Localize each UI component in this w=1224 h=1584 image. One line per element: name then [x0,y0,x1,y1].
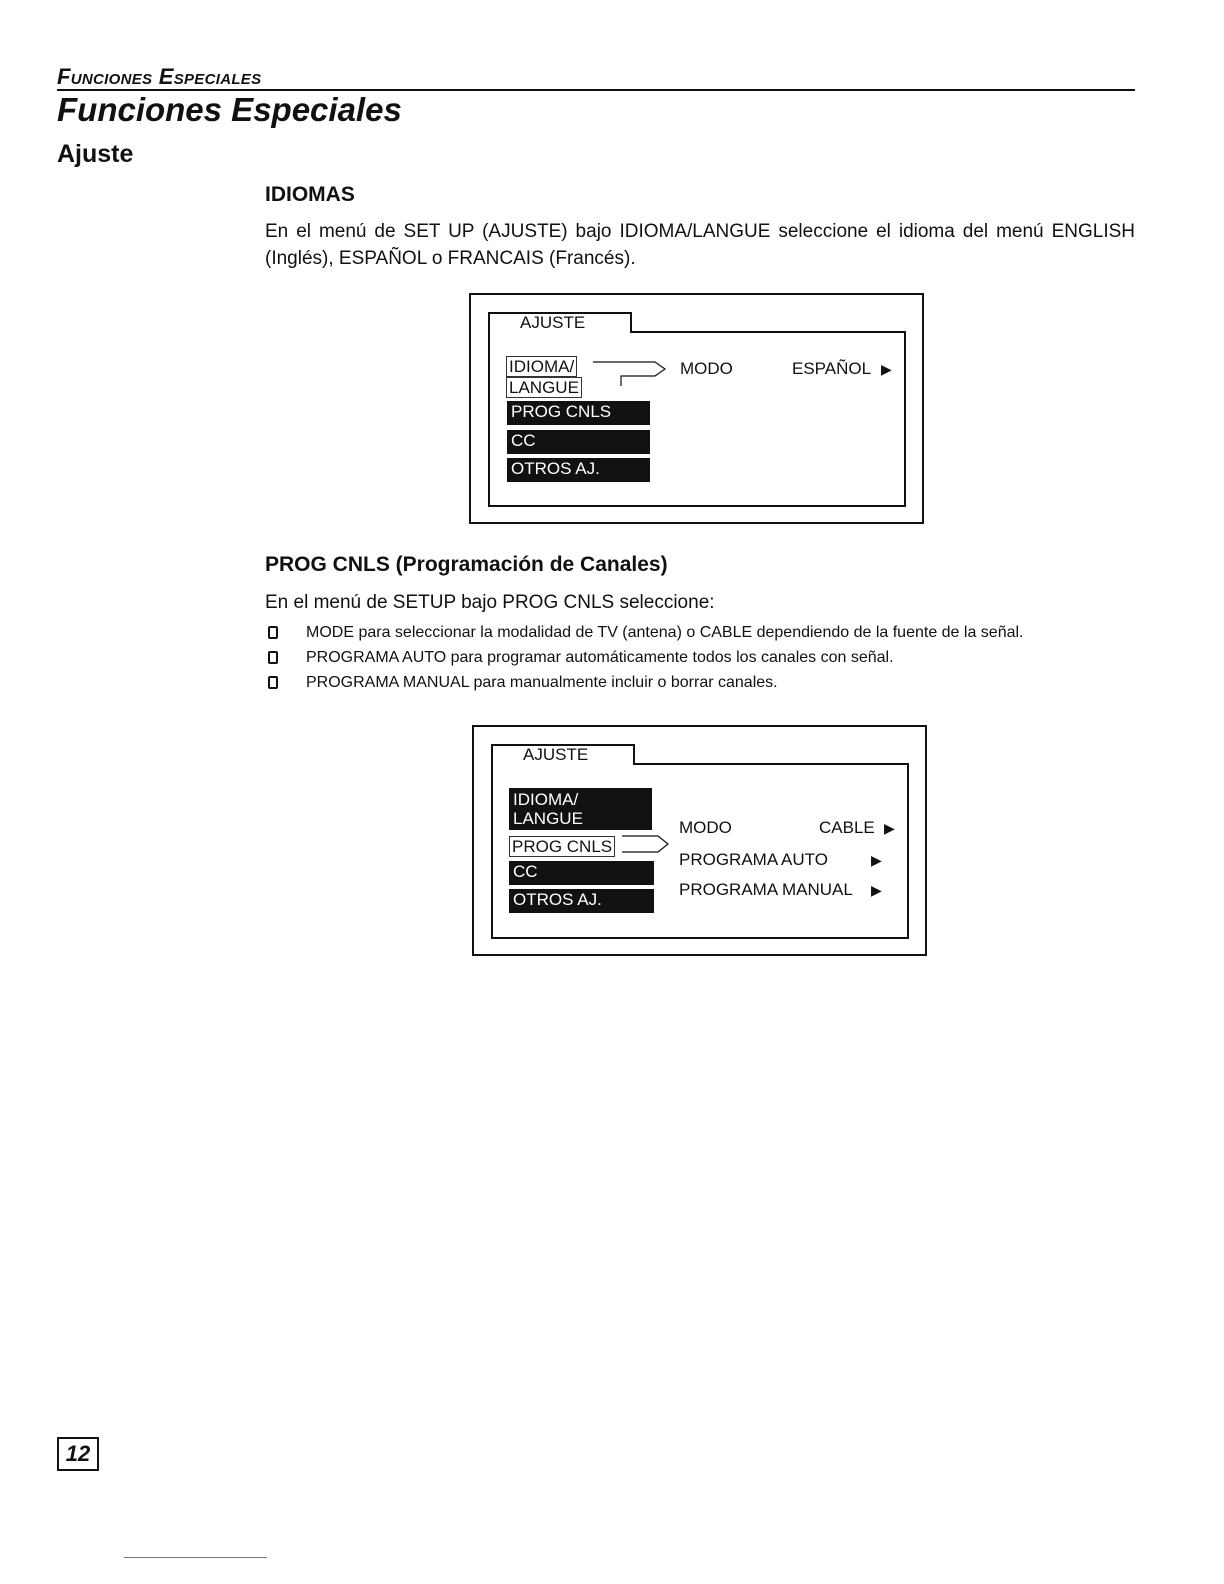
prog-option-manual[interactable]: PROGRAMA MANUAL [679,880,853,899]
prog-bullet-list [265,620,1145,695]
section-tag: Funciones Especiales [57,64,262,89]
play-arrow-icon: ▶ [884,820,895,836]
play-arrow-icon: ▶ [871,882,882,898]
selection-pointer-icon [593,358,673,388]
prog-menu-item-idioma[interactable] [509,788,652,830]
prog-intro: En el menú de SETUP bajo PROG CNLS seleccione: [265,592,715,613]
idiomas-menu-item-cc[interactable]: CC [507,430,650,454]
idiomas-menu-item-prog[interactable]: PROG CNLS [507,401,650,425]
list-item: MODE para seleccionar la modalidad de TV (antena) o CABLE dependiendo de la fuente de la señal. [265,620,1145,645]
checkbox-bullet-icon [268,626,278,639]
prog-option-modo-value[interactable]: CABLE [819,818,875,837]
idiomas-option-label: MODO [680,359,733,378]
prog-item-idioma-line2: LANGUE [513,809,583,828]
page-title: Funciones Especiales [57,91,402,128]
selection-pointer-icon [622,832,672,858]
idiomas-body: En el menú de SET UP (AJUSTE) bajo IDIOMA/LANGUE seleccione el idioma del menú ENGLISH (Inglés), ESPAÑOL o FRANCAIS (Francés). [265,221,1135,269]
prog-option-modo-label: MODO [679,818,732,837]
prog-item-selected-label: PROG CNLS [509,836,615,857]
idiomas-menu-item-idioma-selected[interactable] [506,356,582,398]
prog-menu-item-prog-selected[interactable] [509,836,615,857]
prog-option-auto[interactable]: PROGRAMA AUTO [679,850,828,869]
footer-rule [124,1557,267,1558]
prog-menu-item-otros[interactable]: OTROS AJ. [509,889,654,913]
idiomas-item-idioma-line2: LANGUE [506,377,582,398]
list-item: PROGRAMA AUTO para programar automáticamente todos los canales con señal. [265,645,1145,670]
idiomas-heading: IDIOMAS [265,183,355,206]
play-arrow-icon: ▶ [871,852,882,868]
idiomas-item-idioma-line1: IDIOMA/ [506,356,577,377]
idiomas-option-value[interactable]: ESPAÑOL [792,359,872,378]
idiomas-menu-item-otros[interactable]: OTROS AJ. [507,458,650,482]
page-subtitle: Ajuste [57,140,134,168]
list-item: PROGRAMA MANUAL para manualmente incluir o borrar canales. [265,670,1145,695]
idiomas-menu-screen [469,293,924,524]
page-number: 12 [57,1437,99,1471]
checkbox-bullet-icon [268,651,278,664]
prog-item-idioma-line1: IDIOMA/ [513,790,579,809]
checkbox-bullet-icon [268,676,278,689]
prog-menu-screen [472,725,927,956]
prog-menu-tab: AJUSTE [491,744,635,765]
prog-heading: PROG CNLS (Programación de Canales) [265,553,668,576]
prog-menu-item-cc[interactable]: CC [509,861,654,885]
play-arrow-icon: ▶ [881,361,892,377]
idiomas-menu-tab: AJUSTE [488,312,632,333]
